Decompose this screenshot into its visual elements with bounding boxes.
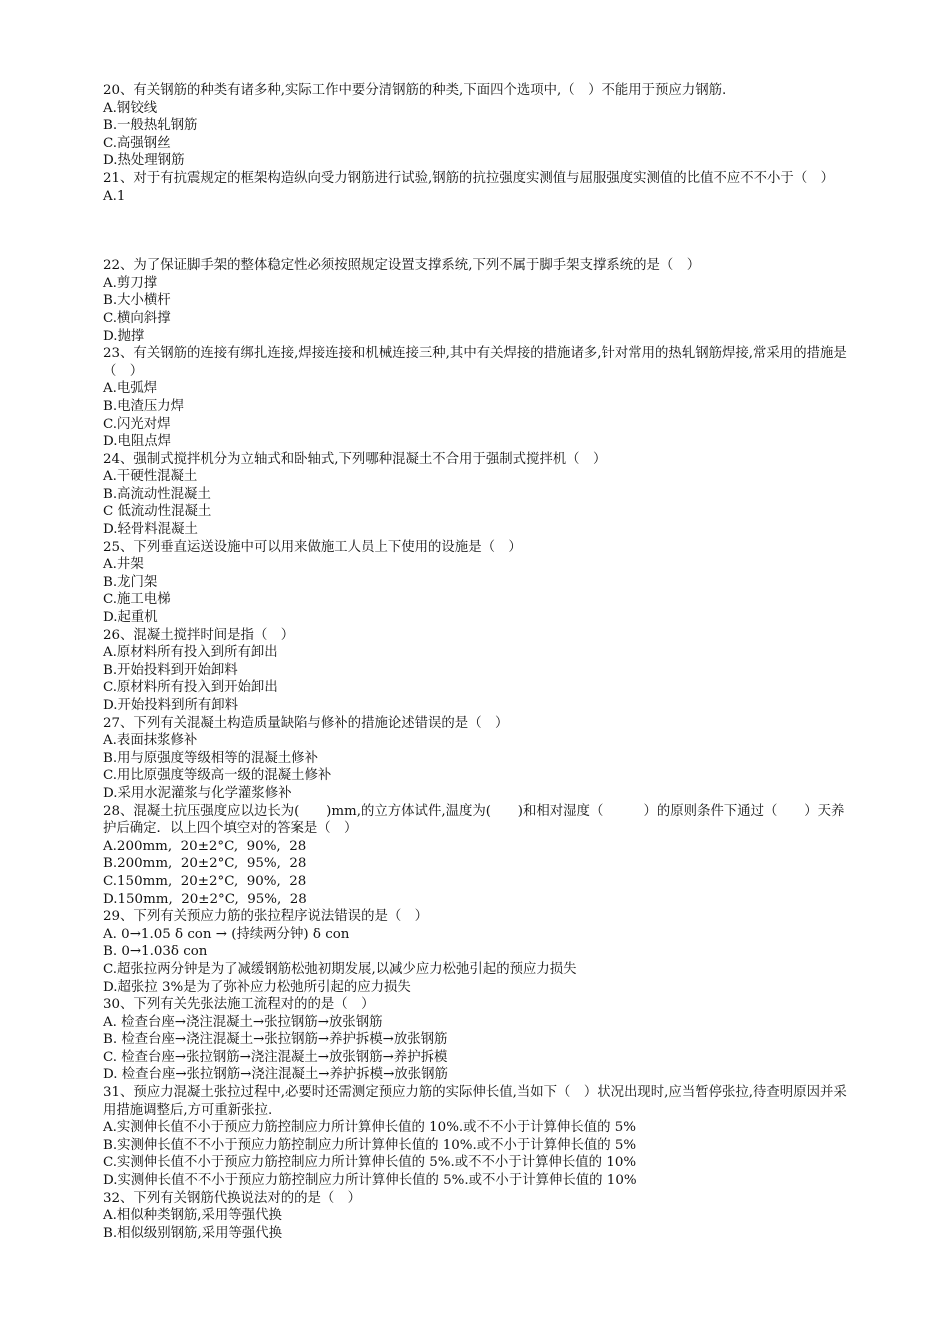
blank-gap (103, 205, 855, 257)
question-text: 28、混凝土抗压强度应以边长为( )mm,的立方体试件,温度为( )和相对湿度（ ）的原则条件下通过（ ）天养护后确定．以上四个填空对的答案是（ ） (103, 803, 845, 837)
answer-option: B.电渣压力焊 (103, 398, 185, 414)
answer-option: D.采用水泥灌浆与化学灌浆修补 (103, 785, 292, 801)
question-text: 23、有关钢筋的连接有绑扎连接,焊接连接和机械连接三种,其中有关焊接的措施诸多,针对常用的热轧钢筋焊接,常采用的措施是（ ） (103, 346, 847, 379)
answer-option: C.150mm, 20±2°C, 90%, 28 (103, 873, 307, 889)
answer-option: D.轻骨料混凝土 (103, 522, 198, 538)
answer-option: A.1 (103, 188, 126, 204)
answer-option: C.横向斜撑 (103, 310, 171, 326)
answer-option: D.抛撑 (103, 328, 145, 344)
answer-option: B.200mm, 20±2°C, 95%, 28 (103, 856, 307, 872)
question-text: 24、强制式搅拌机分为立轴式和卧轴式,下列哪种混凝土不合用于强制式搅拌机（ ） (103, 451, 607, 467)
question-block (103, 539, 855, 627)
question-block (103, 996, 855, 1084)
answer-option: D.超张拉 3%是为了弥补应力松弛所引起的应力损失 (103, 979, 411, 995)
answer-option: A. 检查台座→浇注混凝土→张拉钢筋→放张钢筋 (103, 1014, 383, 1030)
answer-option: C.实测伸长值不小于预应力筋控制应力所计算伸长值的 5%.或不不小于计算伸长值的 10% (103, 1155, 637, 1171)
answer-option: A.相似种类钢筋,采用等强代换 (103, 1208, 282, 1224)
question-block (103, 1190, 855, 1243)
answer-option: B.用与原强度等级相等的混凝土修补 (103, 750, 318, 766)
answer-option: A.原材料所有投入到所有卸出 (103, 645, 278, 661)
answer-option: A.电弧焊 (103, 381, 158, 397)
answer-option: A. 0→1.05 δ con → (持续两分钟) δ con (103, 926, 350, 942)
answer-option: B.相似级别钢筋,采用等强代换 (103, 1225, 283, 1241)
answer-option: B.高流动性混凝土 (103, 486, 211, 502)
answer-option: C.原材料所有投入到开始卸出 (103, 680, 278, 696)
answer-option: B. 0→1.03δ con (103, 944, 208, 960)
answer-option: A.实测伸长值不小于预应力筋控制应力所计算伸长值的 10%.或不不小于计算伸长值的 5% (103, 1120, 636, 1136)
answer-option: A.井架 (103, 557, 144, 573)
answer-option: B.开始投料到开始卸料 (103, 662, 238, 678)
answer-option: C.超张拉两分钟是为了减缓钢筋松弛初期发展,以减少应力松弛引起的预应力损失 (103, 961, 577, 977)
answer-option: B.一般热轧钢筋 (103, 118, 198, 134)
answer-option: A.表面抹浆修补 (103, 733, 198, 749)
document-body (103, 82, 855, 1242)
answer-option: B.龙门架 (103, 574, 158, 590)
question-text: 27、下列有关混凝土构造质量缺陷与修补的措施论述错误的是（ ） (103, 715, 509, 731)
answer-option: C.高强钢丝 (103, 135, 171, 151)
question-text: 26、混凝土搅拌时间是指（ ） (103, 627, 295, 643)
answer-option: A.200mm, 20±2°C, 90%, 28 (103, 838, 307, 854)
question-block (103, 82, 855, 170)
question-text: 30、下列有关先张法施工流程对的的是（ ） (103, 997, 375, 1013)
question-block (103, 627, 855, 715)
answer-option: D. 检查台座→张拉钢筋→浇注混凝土→养护拆模→放张钢筋 (103, 1067, 448, 1083)
question-text: 29、下列有关预应力筋的张拉程序说法错误的是（ ） (103, 909, 429, 925)
question-text: 25、下列垂直运送设施中可以用来做施工人员上下使用的设施是（ ） (103, 539, 522, 555)
question-block (103, 451, 855, 539)
answer-option: D.开始投料到所有卸料 (103, 698, 239, 713)
question-block (103, 803, 855, 909)
answer-option: A.剪刀撑 (103, 275, 158, 291)
question-text: 21、对于有抗震规定的框架构造纵向受力钢筋进行试验,钢筋的抗拉强度实测值与屈服强度实测值的比值不应不不小于（ ） (103, 170, 834, 186)
question-text: 22、为了保证脚手架的整体稳定性必须按照规定设置支撑系统,下列不属于脚手架支撑系统的是（ ） (103, 258, 701, 274)
question-text: 32、下列有关钢筋代换说法对的的是（ ） (103, 1190, 362, 1206)
question-block (103, 908, 855, 996)
answer-option: D.实测伸长值不不小于预应力筋控制应力所计算伸长值的 5%.或不小于计算伸长值的 10% (103, 1173, 637, 1189)
answer-option: D.热处理钢筋 (103, 153, 185, 169)
answer-option: D.电阻点焊 (103, 434, 172, 450)
answer-option: C.施工电梯 (103, 592, 171, 608)
question-block (103, 257, 855, 345)
question-block (103, 1084, 855, 1190)
answer-option: B. 检查台座→浇注混凝土→张拉钢筋→养护拆模→放张钢筋 (103, 1032, 448, 1048)
answer-option: C.用比原强度等级高一级的混凝土修补 (103, 768, 332, 784)
answer-option: B.实测伸长值不不小于预应力筋控制应力所计算伸长值的 10%.或不小于计算伸长值的 5% (103, 1137, 637, 1153)
answer-option: C. 检查台座→张拉钢筋→浇注混凝土→放张钢筋→养护拆模 (103, 1049, 448, 1065)
answer-option: C 低流动性混凝土 (103, 504, 212, 520)
answer-option: B.大小横杆 (103, 293, 171, 309)
question-text: 20、有关钢筋的种类有诸多种,实际工作中要分清钢筋的种类,下面四个选项中,（ ）不能用于预应力钢筋. (103, 83, 727, 98)
answer-option: D.起重机 (103, 610, 158, 626)
answer-option: D.150mm, 20±2°C, 95%, 28 (103, 891, 307, 907)
question-block (103, 345, 855, 451)
answer-option: C.闪光对焊 (103, 416, 171, 432)
question-text: 31、预应力混凝土张拉过程中,必要时还需测定预应力筋的实际伸长值,当如下（ ）状况出现时,应当暂停张拉,待查明原因并采用措施调整后,方可重新张拉. (103, 1085, 847, 1118)
question-block (103, 715, 855, 803)
answer-option: A.干硬性混凝土 (103, 469, 198, 485)
question-block (103, 170, 855, 205)
answer-option: A.钢铰线 (103, 100, 158, 116)
